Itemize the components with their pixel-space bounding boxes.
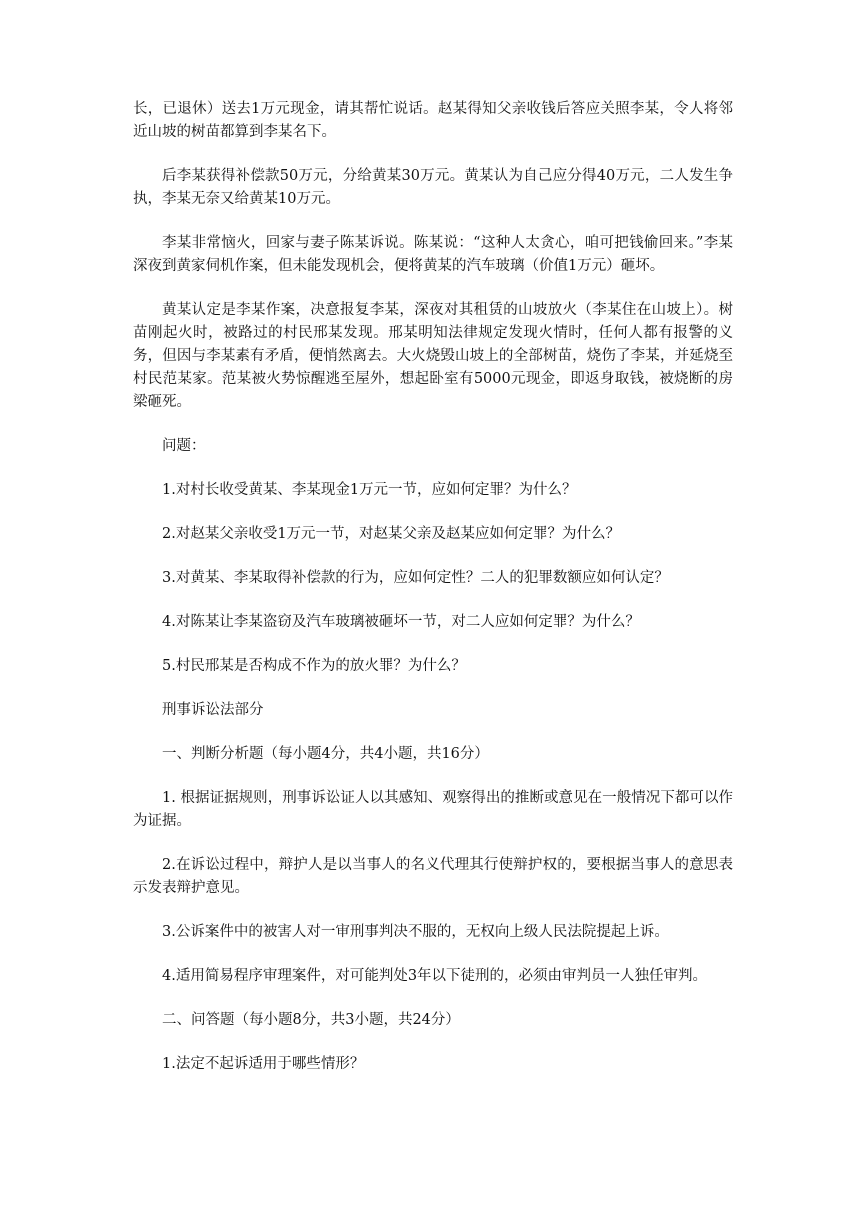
question-2: 2.对赵某父亲收受1万元一节，对赵某父亲及赵某应如何定罪？为什么？ [162,526,621,542]
paragraph-vandalism: 李某非常恼火，回家与妻子陈某诉说。陈某说：“这种人太贪心，咱可把钱偷回来。”李某深夜到黄家伺机作案，但未能发现机会，便将黄某的汽车玻璃（价值1万元）砸坏。 [133,235,733,274]
section-title-criminal-procedure: 刑事诉讼法部分 [162,702,264,718]
judgment-item-2: 2.在诉讼过程中，辩护人是以当事人的名义代理其行使辩护权的，要根据当事人的意思表示发表辩护意见。 [133,857,733,896]
judgment-item-3: 3.公诉案件中的被害人对一审刑事判决不服的，无权向上级人民法院提起上诉。 [162,924,669,940]
document-body [133,98,733,1097]
paragraph-bribery-continuation: 长，已退休）送去1万元现金，请其帮忙说话。赵某得知父亲收钱后答应关照李某，令人将邻近山坡的树苗都算到李某名下。 [133,101,733,140]
question-1: 1.对村长收受黄某、李某现金1万元一节，应如何定罪？为什么？ [162,482,577,498]
paragraph-compensation: 后李某获得补偿款50万元，分给黄某30万元。黄某认为自己应分得40万元，二人发生争执，李某无奈又给黄某10万元。 [133,168,733,207]
question-3: 3.对黄某、李某取得补偿款的行为，应如何定性？二人的犯罪数额应如何认定？ [162,570,669,586]
part-heading-short-answer: 二、问答题（每小题8分，共3小题，共24分） [162,1012,460,1028]
questions-heading: 问题： [162,438,206,454]
paragraph-arson: 黄某认定是李某作案，决意报复李某，深夜对其租赁的山坡放火（李某住在山坡上）。树苗刚起火时，被路过的村民邢某发现。邢某明知法律规定发现火情时，任何人都有报警的义务，但因与李某素有矛盾，便悄然离去。大火烧毁山坡上的全部树苗，烧伤了李某，并延烧至村民范某家。范某被火势惊醒逃至屋外，想起卧室有5000元现金，即返身取钱，被烧断的房梁砸死。 [133,302,733,410]
judgment-item-4: 4.适用简易程序审理案件，对可能判处3年以下徒刑的，必须由审判员一人独任审判。 [162,968,708,984]
question-4: 4.对陈某让李某盗窃及汽车玻璃被砸坏一节，对二人应如何定罪？为什么？ [162,614,640,630]
short-answer-item-1: 1.法定不起诉适用于哪些情形？ [162,1056,365,1072]
question-5: 5.村民邢某是否构成不作为的放火罪？为什么？ [162,658,466,674]
part-heading-judgment-analysis: 一、判断分析题（每小题4分，共4小题，共16分） [162,746,489,762]
judgment-item-1: 1. 根据证据规则，刑事诉讼证人以其感知、观察得出的推断或意见在一般情况下都可以作为证据。 [133,790,733,829]
